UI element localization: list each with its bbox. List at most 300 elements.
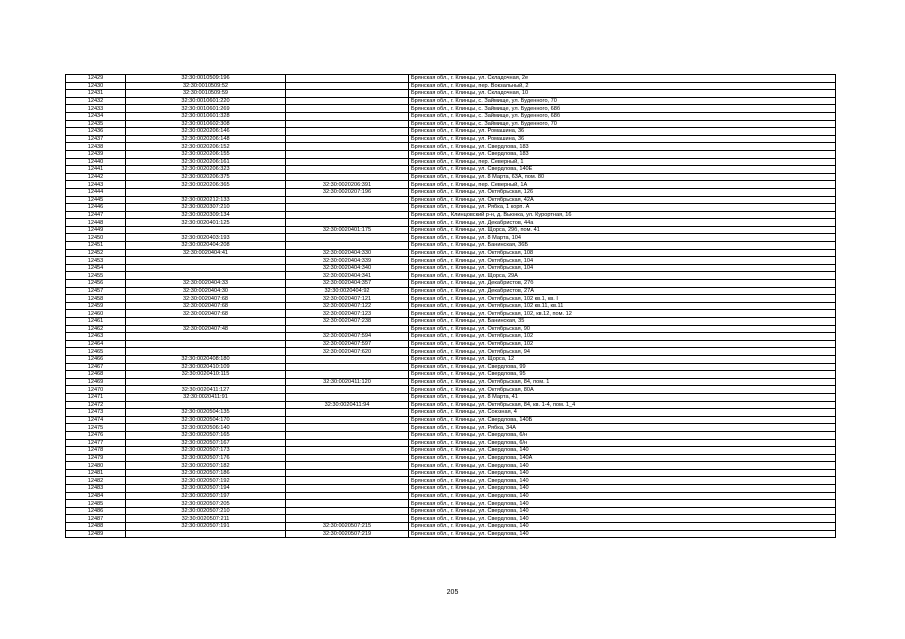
address-cell: Брянская обл., г. Клинцы, ул. Ромашина, 36 <box>409 128 836 136</box>
cadastral-number-cell: 32:30:0020410:109 <box>126 363 286 371</box>
table-row <box>66 318 836 326</box>
cadastral-number-cell <box>126 530 286 538</box>
cadastral-number-cell: 32:30:0020401:125 <box>126 219 286 227</box>
row-number-cell: 12460 <box>66 310 126 318</box>
row-number-cell: 12441 <box>66 166 126 174</box>
table-row <box>66 234 836 242</box>
cadastral-number-cell <box>126 333 286 341</box>
address-cell: Брянская обл., г. Клинцы, ул. Октябрьская, 84, пом. 1 <box>409 378 836 386</box>
object-number-cell <box>286 97 409 105</box>
row-number-cell: 12471 <box>66 393 126 401</box>
address-cell: Брянская обл., г. Клинцы, ул. Свердлова, 6/н <box>409 431 836 439</box>
cadastral-number-cell: 32:30:0020411:91 <box>126 393 286 401</box>
cadastral-number-cell: 32:30:0020504:135 <box>126 409 286 417</box>
row-number-cell: 12465 <box>66 348 126 356</box>
row-number-cell: 12475 <box>66 424 126 432</box>
table-row <box>66 302 836 310</box>
table-row <box>66 333 836 341</box>
cadastral-number-cell <box>126 340 286 348</box>
row-number-cell: 12478 <box>66 447 126 455</box>
table-row <box>66 500 836 508</box>
object-number-cell: 32:30:0020404:339 <box>286 257 409 265</box>
cadastral-number-cell: 32:30:0010509:52 <box>126 82 286 90</box>
address-cell: Брянская обл., г. Клинцы, ул. Щорса, 29А <box>409 272 836 280</box>
address-cell: Брянская обл., г. Клинцы, ул. Рябка, 34А <box>409 424 836 432</box>
cadastral-number-cell: 32:30:0020404:208 <box>126 242 286 250</box>
row-number-cell: 12445 <box>66 196 126 204</box>
object-number-cell <box>286 325 409 333</box>
address-cell: Брянская обл., г. Клинцы, ул. Рябка, 1 корп. А <box>409 204 836 212</box>
object-number-cell <box>286 416 409 424</box>
row-number-cell: 12433 <box>66 105 126 113</box>
object-number-cell <box>286 424 409 432</box>
row-number-cell: 12485 <box>66 500 126 508</box>
address-cell: Брянская обл., г. Клинцы, ул. Свердлова, 95 <box>409 371 836 379</box>
object-number-cell <box>286 439 409 447</box>
row-number-cell: 12472 <box>66 401 126 409</box>
address-cell: Брянская обл., г. Клинцы, ул. Свердлова, 183 <box>409 143 836 151</box>
address-cell: Брянская обл., г. Клинцы, ул. Октябрьская, 104 <box>409 264 836 272</box>
address-cell: Брянская обл., г. Клинцы, ул. Свердлова, 140 <box>409 492 836 500</box>
table-row <box>66 264 836 272</box>
row-number-cell: 12479 <box>66 454 126 462</box>
row-number-cell: 12467 <box>66 363 126 371</box>
table-row <box>66 454 836 462</box>
cadastral-number-cell: 32:30:0020507:182 <box>126 462 286 470</box>
table-row <box>66 150 836 158</box>
table-row <box>66 75 836 83</box>
object-number-cell: 32:30:0020404:357 <box>286 280 409 288</box>
address-cell: Брянская обл., г. Клинцы, ул. Декабристов, 44а <box>409 219 836 227</box>
address-cell: Брянская обл., г. Клинцы, ул. Свердлова, 140 <box>409 477 836 485</box>
cadastral-number-cell: 32:30:0020407:68 <box>126 310 286 318</box>
address-cell: Брянская обл., г. Клинцы, ул. Свердлова, 140 <box>409 530 836 538</box>
object-number-cell: 32:30:0020411:120 <box>286 378 409 386</box>
address-cell: Брянская обл., г. Клинцы, ул. 8 Марта, 104 <box>409 234 836 242</box>
table-row <box>66 523 836 531</box>
object-number-cell <box>286 242 409 250</box>
row-number-cell: 12473 <box>66 409 126 417</box>
table-row <box>66 143 836 151</box>
table-row <box>66 424 836 432</box>
row-number-cell: 12443 <box>66 181 126 189</box>
table-row <box>66 325 836 333</box>
table-row <box>66 226 836 234</box>
table-row <box>66 355 836 363</box>
table-row <box>66 90 836 98</box>
object-number-cell: 32:30:0020507:219 <box>286 530 409 538</box>
row-number-cell: 12431 <box>66 90 126 98</box>
object-number-cell <box>286 105 409 113</box>
address-cell: Брянская обл., г. Клинцы, с. Займище, ул. Буденного, 68б <box>409 105 836 113</box>
table-row <box>66 492 836 500</box>
row-number-cell: 12487 <box>66 515 126 523</box>
row-number-cell: 12434 <box>66 112 126 120</box>
table-row <box>66 507 836 515</box>
row-number-cell: 12474 <box>66 416 126 424</box>
row-number-cell: 12480 <box>66 462 126 470</box>
address-cell: Брянская обл., г. Клинцы, ул. Октябрьская, 126 <box>409 188 836 196</box>
object-number-cell <box>286 492 409 500</box>
table-row <box>66 219 836 227</box>
address-cell: Брянская обл., г. Клинцы, с. Займище, ул. Буденного, 70 <box>409 97 836 105</box>
cadastral-number-cell: 32:30:0020309:134 <box>126 211 286 219</box>
cadastral-number-cell: 32:30:0010509:196 <box>126 75 286 83</box>
table-row <box>66 340 836 348</box>
table-row <box>66 515 836 523</box>
cadastral-number-cell: 32:30:0020507:192 <box>126 477 286 485</box>
address-cell: Брянская обл., г. Клинцы, ул. Щорса, 29б, пом. 41 <box>409 226 836 234</box>
cadastral-number-cell: 32:30:0020507:186 <box>126 469 286 477</box>
address-cell: Брянская обл., г. Клинцы, ул. Свердлова, 140 <box>409 523 836 531</box>
object-number-cell <box>286 515 409 523</box>
cadastral-number-cell: 32:30:0020407:68 <box>126 295 286 303</box>
row-number-cell: 12452 <box>66 249 126 257</box>
cadastral-number-cell: 32:30:0020206:375 <box>126 173 286 181</box>
row-number-cell: 12435 <box>66 120 126 128</box>
table-row <box>66 439 836 447</box>
object-number-cell <box>286 135 409 143</box>
cadastral-number-cell: 32:30:0010601:269 <box>126 105 286 113</box>
table-row <box>66 105 836 113</box>
object-number-cell <box>286 90 409 98</box>
row-number-cell: 12469 <box>66 378 126 386</box>
cadastral-number-cell: 32:30:0020507:205 <box>126 500 286 508</box>
object-number-cell: 32:30:0020407:121 <box>286 295 409 303</box>
cadastral-number-cell <box>126 401 286 409</box>
object-number-cell <box>286 485 409 493</box>
cadastral-number-cell: 32:30:0020206:146 <box>126 128 286 136</box>
cadastral-number-cell: 32:30:0020507:194 <box>126 485 286 493</box>
row-number-cell: 12462 <box>66 325 126 333</box>
object-number-cell <box>286 158 409 166</box>
object-number-cell: 32:30:0020404:330 <box>286 249 409 257</box>
cadastral-number-cell: 32:30:0020206:323 <box>126 166 286 174</box>
row-number-cell: 12482 <box>66 477 126 485</box>
cadastral-number-cell: 32:30:0010602:308 <box>126 120 286 128</box>
address-cell: Брянская обл., г. Клинцы, ул. Свердлова, 140 <box>409 500 836 508</box>
cadastral-number-cell: 32:30:0020404:33 <box>126 280 286 288</box>
cadastral-number-cell <box>126 272 286 280</box>
row-number-cell: 12489 <box>66 530 126 538</box>
object-number-cell: 32:30:0020411:94 <box>286 401 409 409</box>
address-cell: Брянская обл., г. Клинцы, ул. Октябрьская, 102, кв.12, пом. 12 <box>409 310 836 318</box>
object-number-cell <box>286 454 409 462</box>
object-number-cell <box>286 507 409 515</box>
table-row <box>66 447 836 455</box>
address-cell: Брянская обл., г. Клинцы, ул. Октябрьская, 102 <box>409 340 836 348</box>
registry-table-body <box>66 75 836 538</box>
table-row <box>66 295 836 303</box>
address-cell: Брянская обл., г. Клинцы, ул. Свердлова, 140 <box>409 462 836 470</box>
object-number-cell <box>286 447 409 455</box>
row-number-cell: 12463 <box>66 333 126 341</box>
cadastral-number-cell: 32:30:0020504:170 <box>126 416 286 424</box>
cadastral-number-cell: 32:30:0020507:173 <box>126 447 286 455</box>
table-row <box>66 173 836 181</box>
object-number-cell <box>286 371 409 379</box>
row-number-cell: 12451 <box>66 242 126 250</box>
cadastral-number-cell: 32:30:0020407:48 <box>126 325 286 333</box>
cadastral-number-cell: 32:30:0020507:167 <box>126 439 286 447</box>
object-number-cell <box>286 431 409 439</box>
row-number-cell: 12481 <box>66 469 126 477</box>
address-cell: Брянская обл., г. Клинцы, пер. Северный, 1 <box>409 158 836 166</box>
cadastral-number-cell: 32:30:0010601:328 <box>126 112 286 120</box>
table-row <box>66 211 836 219</box>
page-number: 205 <box>446 589 459 596</box>
table-row <box>66 477 836 485</box>
address-cell: Брянская обл., г. Клинцы, ул. Октябрьская, 42А <box>409 196 836 204</box>
cadastral-number-cell: 32:30:0010601:220 <box>126 97 286 105</box>
table-row <box>66 128 836 136</box>
table-row <box>66 416 836 424</box>
object-number-cell <box>286 393 409 401</box>
object-number-cell <box>286 363 409 371</box>
cadastral-number-cell: 32:30:0020206:365 <box>126 181 286 189</box>
object-number-cell <box>286 112 409 120</box>
table-row <box>66 249 836 257</box>
object-number-cell <box>286 128 409 136</box>
row-number-cell: 12476 <box>66 431 126 439</box>
row-number-cell: 12470 <box>66 386 126 394</box>
row-number-cell: 12432 <box>66 97 126 105</box>
object-number-cell <box>286 166 409 174</box>
table-row <box>66 135 836 143</box>
cadastral-number-cell <box>126 264 286 272</box>
cadastral-number-cell: 32:30:0020404:41 <box>126 249 286 257</box>
object-number-cell <box>286 82 409 90</box>
address-cell: Брянская обл., г. Клинцы, с. Займище, ул. Буденного, 70 <box>409 120 836 128</box>
object-number-cell <box>286 500 409 508</box>
address-cell: Брянская обл., г. Клинцы, ул. Свердлова, 140 <box>409 447 836 455</box>
row-number-cell: 12438 <box>66 143 126 151</box>
cadastral-number-cell <box>126 378 286 386</box>
cadastral-number-cell: 32:30:0020307:210 <box>126 204 286 212</box>
address-cell: Брянская обл., г. Клинцы, ул. Октябрьская, 102 кв.11, кв.11 <box>409 302 836 310</box>
table-row <box>66 393 836 401</box>
row-number-cell: 12453 <box>66 257 126 265</box>
row-number-cell: 12456 <box>66 280 126 288</box>
table-row <box>66 257 836 265</box>
address-cell: Брянская обл., г. Клинцы, ул. Свердлова, 140Е <box>409 166 836 174</box>
object-number-cell: 32:30:0020407:122 <box>286 302 409 310</box>
row-number-cell: 12437 <box>66 135 126 143</box>
object-number-cell <box>286 386 409 394</box>
address-cell: Брянская обл., Клинцовский р-н, д. Вьюнка, ул. Курортная, 16 <box>409 211 836 219</box>
table-row <box>66 242 836 250</box>
object-number-cell: 32:30:0020407:594 <box>286 333 409 341</box>
table-row <box>66 348 836 356</box>
row-number-cell: 12466 <box>66 355 126 363</box>
address-cell: Брянская обл., г. Клинцы, ул. Декабристов, 27А <box>409 287 836 295</box>
row-number-cell: 12464 <box>66 340 126 348</box>
table-row <box>66 431 836 439</box>
object-number-cell: 32:30:0020407:238 <box>286 318 409 326</box>
cadastral-number-cell: 32:30:0020411:127 <box>126 386 286 394</box>
object-number-cell: 32:30:0020407:597 <box>286 340 409 348</box>
object-number-cell: 32:30:0020404:92 <box>286 287 409 295</box>
address-cell: Брянская обл., г. Клинцы, ул. Октябрьская, 80А <box>409 386 836 394</box>
object-number-cell <box>286 211 409 219</box>
table-row <box>66 310 836 318</box>
table-row <box>66 386 836 394</box>
table-row <box>66 120 836 128</box>
table-row <box>66 530 836 538</box>
address-cell: Брянская обл., г. Клинцы, ул. Декабристов, 27б <box>409 280 836 288</box>
address-cell: Брянская обл., г. Клинцы, ул. 8 Марта, 41 <box>409 393 836 401</box>
row-number-cell: 12468 <box>66 371 126 379</box>
table-row <box>66 378 836 386</box>
object-number-cell <box>286 75 409 83</box>
address-cell: Брянская обл., г. Клинцы, ул. Октябрьская, 108 <box>409 249 836 257</box>
address-cell: Брянская обл., г. Клинцы, ул. Свердлова, 140 <box>409 485 836 493</box>
address-cell: Брянская обл., г. Клинцы, ул. Октябрьская, 102 кв.1, кв. I <box>409 295 836 303</box>
object-number-cell <box>286 204 409 212</box>
table-row <box>66 188 836 196</box>
table-row <box>66 166 836 174</box>
address-cell: Брянская обл., г. Клинцы, ул. Щорса, 12 <box>409 355 836 363</box>
address-cell: Брянская обл., г. Клинцы, ул. Складочная, 10 <box>409 90 836 98</box>
object-number-cell <box>286 120 409 128</box>
row-number-cell: 12461 <box>66 318 126 326</box>
address-cell: Брянская обл., г. Клинцы, ул. Октябрьская, 84, кв. 1-4, пом. 1_4 <box>409 401 836 409</box>
row-number-cell: 12444 <box>66 188 126 196</box>
address-cell: Брянская обл., г. Клинцы, ул. Свердлова, 99 <box>409 363 836 371</box>
address-cell: Брянская обл., г. Клинцы, ул. Свердлова, 183 <box>409 150 836 158</box>
table-row <box>66 469 836 477</box>
row-number-cell: 12484 <box>66 492 126 500</box>
row-number-cell: 12457 <box>66 287 126 295</box>
cadastral-number-cell: 32:30:0020408:180 <box>126 355 286 363</box>
address-cell: Брянская обл., г. Клинцы, ул. Свердлова, 140А <box>409 454 836 462</box>
object-number-cell: 32:30:0020404:340 <box>286 264 409 272</box>
cadastral-number-cell: 32:30:0020507:176 <box>126 454 286 462</box>
table-row <box>66 97 836 105</box>
row-number-cell: 12454 <box>66 264 126 272</box>
table-row <box>66 272 836 280</box>
cadastral-number-cell: 32:30:0020507:191 <box>126 523 286 531</box>
cadastral-number-cell: 32:30:0020206:155 <box>126 150 286 158</box>
row-number-cell: 12477 <box>66 439 126 447</box>
table-row <box>66 82 836 90</box>
row-number-cell: 12486 <box>66 507 126 515</box>
table-row <box>66 196 836 204</box>
cadastral-number-cell: 32:30:0020212:133 <box>126 196 286 204</box>
table-row <box>66 112 836 120</box>
object-number-cell <box>286 462 409 470</box>
address-cell: Брянская обл., г. Клинцы, ул. Складочная, 2е <box>409 75 836 83</box>
cadastral-number-cell: 32:30:0020403:193 <box>126 234 286 242</box>
object-number-cell: 32:30:0020206:391 <box>286 181 409 189</box>
table-row <box>66 401 836 409</box>
row-number-cell: 12440 <box>66 158 126 166</box>
object-number-cell: 32:30:0020207:196 <box>286 188 409 196</box>
cadastral-number-cell: 32:30:0020410:115 <box>126 371 286 379</box>
address-cell: Брянская обл., г. Клинцы, ул. Свердлова, 140 <box>409 469 836 477</box>
row-number-cell: 12488 <box>66 523 126 531</box>
row-number-cell: 12447 <box>66 211 126 219</box>
address-cell: Брянская обл., г. Клинцы, ул. Свердлова, 140Б <box>409 416 836 424</box>
address-cell: Брянская обл., г. Клинцы, ул. Октябрьская, 90 <box>409 325 836 333</box>
object-number-cell <box>286 143 409 151</box>
cadastral-number-cell: 32:30:0020407:68 <box>126 302 286 310</box>
address-cell: Брянская обл., г. Клинцы, ул. Ромашина, 36 <box>409 135 836 143</box>
row-number-cell: 12458 <box>66 295 126 303</box>
table-row <box>66 181 836 189</box>
cadastral-number-cell: 32:30:0010509:59 <box>126 90 286 98</box>
object-number-cell <box>286 469 409 477</box>
table-row <box>66 462 836 470</box>
object-number-cell <box>286 196 409 204</box>
object-number-cell <box>286 219 409 227</box>
object-number-cell: 32:30:0020401:175 <box>286 226 409 234</box>
address-cell: Брянская обл., г. Клинцы, ул. Банинская, 36Б <box>409 242 836 250</box>
cadastral-number-cell: 32:30:0020206:148 <box>126 135 286 143</box>
cadastral-number-cell: 32:30:0020507:210 <box>126 507 286 515</box>
table-row <box>66 280 836 288</box>
cadastral-number-cell: 32:30:0020206:161 <box>126 158 286 166</box>
cadastral-number-cell <box>126 226 286 234</box>
object-number-cell <box>286 234 409 242</box>
address-cell: Брянская обл., г. Клинцы, с. Займище, ул. Буденного, 68б <box>409 112 836 120</box>
row-number-cell: 12483 <box>66 485 126 493</box>
table-row <box>66 485 836 493</box>
table-row <box>66 409 836 417</box>
object-number-cell <box>286 477 409 485</box>
table-row <box>66 204 836 212</box>
table-row <box>66 287 836 295</box>
row-number-cell: 12439 <box>66 150 126 158</box>
address-cell: Брянская обл., г. Клинцы, ул. Октябрьская, 102 <box>409 333 836 341</box>
cadastral-number-cell: 32:30:0020507:197 <box>126 492 286 500</box>
registry-table <box>65 74 836 538</box>
cadastral-number-cell: 32:30:0020506:140 <box>126 424 286 432</box>
row-number-cell: 12459 <box>66 302 126 310</box>
address-cell: Брянская обл., г. Клинцы, ул. Союзная, 4 <box>409 409 836 417</box>
address-cell: Брянская обл., г. Клинцы, ул. Октябрьская, 104 <box>409 257 836 265</box>
table-row <box>66 158 836 166</box>
address-cell: Брянская обл., г. Клинцы, ул. Октябрьская, 94 <box>409 348 836 356</box>
cadastral-number-cell: 32:30:0020507:211 <box>126 515 286 523</box>
cadastral-number-cell: 32:30:0020404:30 <box>126 287 286 295</box>
address-cell: Брянская обл., г. Клинцы, пер. Вокзальный, 2 <box>409 82 836 90</box>
cadastral-number-cell: 32:30:0020206:152 <box>126 143 286 151</box>
object-number-cell: 32:30:0020404:341 <box>286 272 409 280</box>
address-cell: Брянская обл., г. Клинцы, ул. Свердлова, 140 <box>409 515 836 523</box>
object-number-cell <box>286 173 409 181</box>
address-cell: Брянская обл., г. Клинцы, ул. 8 Марта, 63А, пом. 80 <box>409 173 836 181</box>
cadastral-number-cell <box>126 257 286 265</box>
row-number-cell: 12450 <box>66 234 126 242</box>
row-number-cell: 12442 <box>66 173 126 181</box>
row-number-cell: 12455 <box>66 272 126 280</box>
object-number-cell <box>286 409 409 417</box>
object-number-cell: 32:30:0020407:123 <box>286 310 409 318</box>
table-row <box>66 371 836 379</box>
address-cell: Брянская обл., г. Клинцы, пер. Северный, 1А <box>409 181 836 189</box>
table-row <box>66 363 836 371</box>
row-number-cell: 12449 <box>66 226 126 234</box>
address-cell: Брянская обл., г. Клинцы, ул. Свердлова, 140 <box>409 507 836 515</box>
row-number-cell: 12446 <box>66 204 126 212</box>
address-cell: Брянская обл., г. Клинцы, ул. Свердлова, 6/н <box>409 439 836 447</box>
object-number-cell <box>286 150 409 158</box>
address-cell: Брянская обл., г. Клинцы, ул. Банинская, 35 <box>409 318 836 326</box>
cadastral-number-cell: 32:30:0020507:165 <box>126 431 286 439</box>
cadastral-number-cell <box>126 188 286 196</box>
object-number-cell: 32:30:0020407:620 <box>286 348 409 356</box>
